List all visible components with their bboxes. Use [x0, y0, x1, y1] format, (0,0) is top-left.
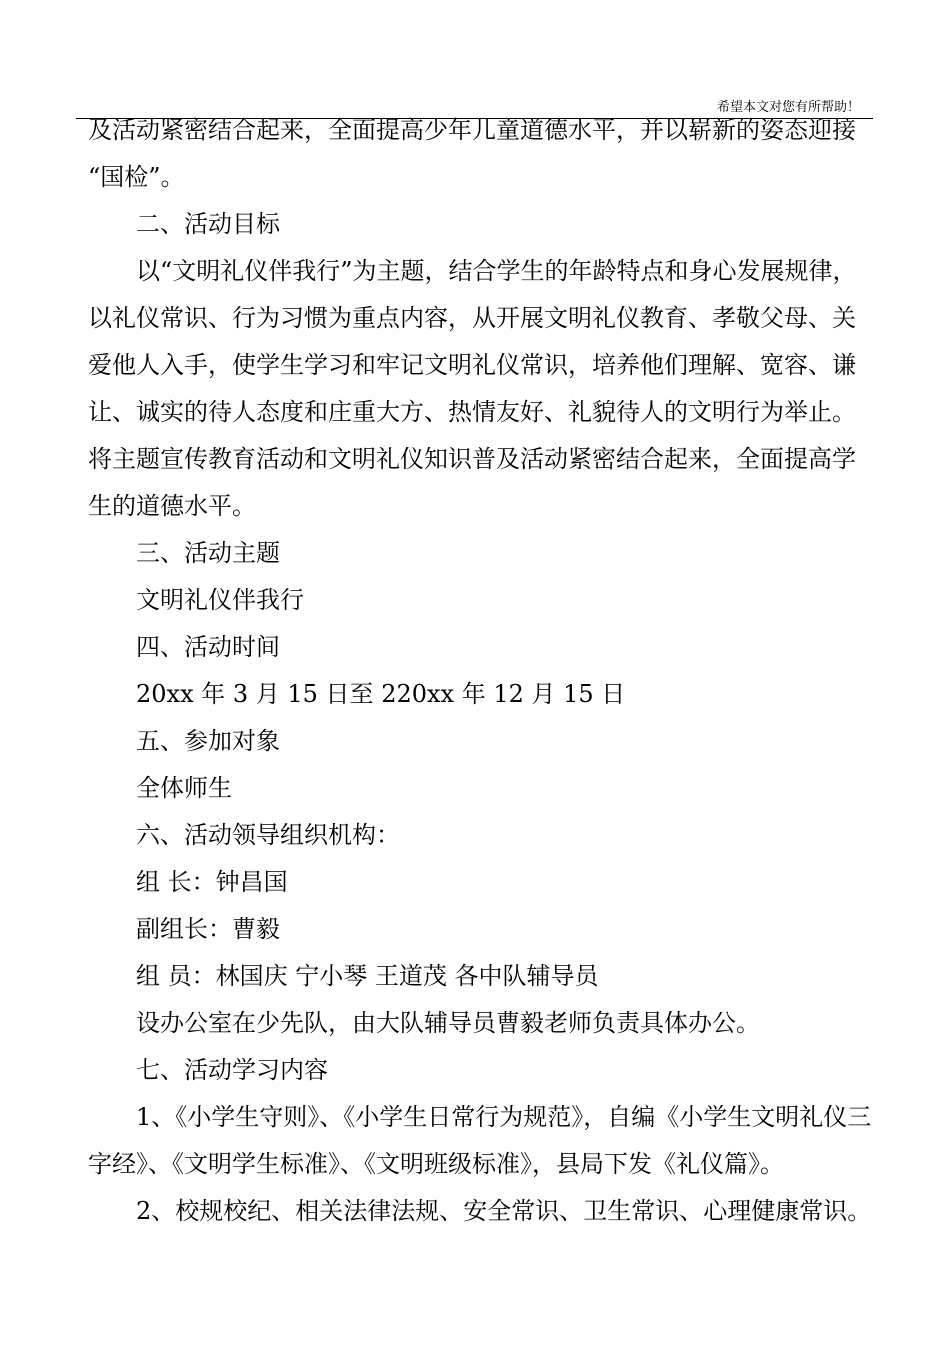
- text-line: 全体师生: [136, 774, 232, 802]
- text-line: 文明礼仪伴我行: [136, 586, 304, 614]
- text-line: 三、活动主题: [136, 539, 280, 567]
- text-line: 二、活动目标: [136, 210, 280, 238]
- text-line: 以礼仪常识、行为习惯为重点内容，从开展文明礼仪教育、孝敬父母、关: [88, 304, 856, 332]
- text-line: 五、参加对象: [136, 727, 280, 755]
- text-line: 及活动紧密结合起来，全面提高少年儿童道德水平，并以崭新的姿态迎接: [88, 116, 856, 144]
- text-line: 生的道德水平。: [88, 492, 256, 520]
- header-note: 希望本文对您有所帮助！: [716, 100, 860, 115]
- text-line: 1、《小学生守则》、《小学生日常行为规范》，自编《小学生文明礼仪三: [136, 1103, 872, 1131]
- text-line: 设办公室在少先队，由大队辅导员曹毅老师负责具体办公。: [136, 1009, 760, 1037]
- text-line: 六、活动领导组织机构：: [136, 821, 400, 849]
- text-line: 组 长：钟昌国: [136, 868, 288, 896]
- text-line: 2、校规校纪、相关法律法规、安全常识、卫生常识、心理健康常识。: [136, 1197, 872, 1225]
- text-line: 副组长：曹毅: [136, 915, 280, 943]
- text-line: 20xx 年 3 月 15 日至 220xx 年 12 月 15 日: [136, 680, 626, 708]
- text-line: 七、活动学习内容: [136, 1056, 328, 1084]
- document-body: [88, 107, 872, 1235]
- text-line: 将主题宣传教育活动和文明礼仪知识普及活动紧密结合起来，全面提高学: [88, 445, 856, 473]
- text-line: 让、诚实的待人态度和庄重大方、热情友好、礼貌待人的文明行为举止。: [88, 398, 856, 426]
- text-line: 组 员：林国庆 宁小琴 王道茂 各中队辅导员: [136, 962, 599, 990]
- text-line: 以“文明礼仪伴我行”为主题，结合学生的年龄特点和身心发展规律，: [136, 257, 857, 285]
- text-line: “国检”。: [88, 163, 185, 191]
- text-line: 字经》、《文明学生标准》、《文明班级标准》，县局下发《礼仪篇》。: [88, 1150, 784, 1178]
- text-line: 四、活动时间: [136, 633, 280, 661]
- text-line: 爱他人入手，使学生学习和牢记文明礼仪常识，培养他们理解、宽容、谦: [88, 351, 856, 379]
